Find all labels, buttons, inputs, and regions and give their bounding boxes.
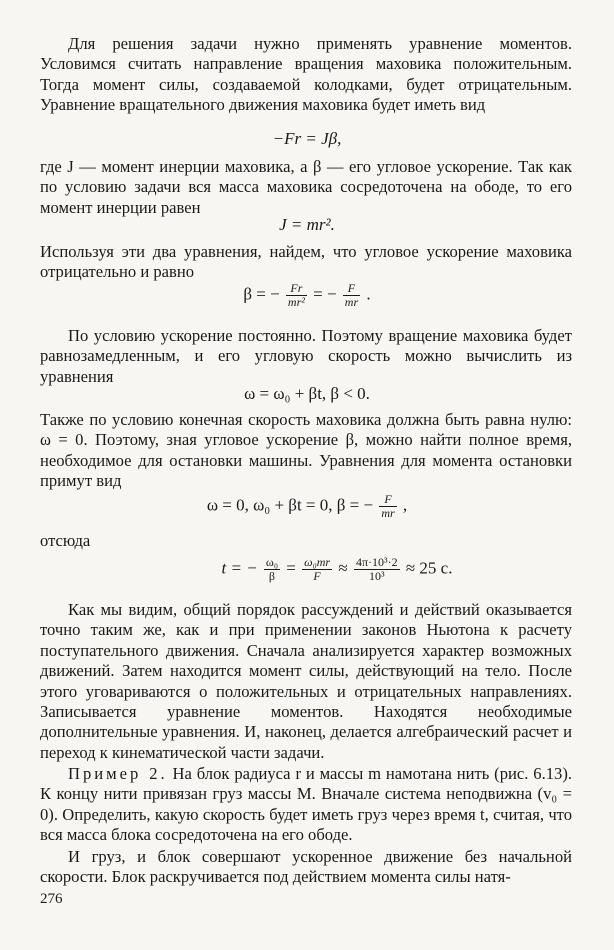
paragraph-uniform-deceleration: По условию ускорение постоянно. Поэтому вращение маховика будет равнозамедленным, и его угловую скорость можно вычислить из уравнения [40, 326, 572, 386]
eq3-lhs: β = − [243, 284, 280, 304]
equation-angular-velocity: ω = ω₀ + βt, β < 0. [244, 384, 370, 403]
eq6-fraction-2 [302, 556, 332, 583]
eq3-end: . [366, 284, 371, 304]
example-label: Пример 2. [68, 764, 168, 783]
equation-beta [0, 282, 614, 309]
paragraph-moment-of-inertia: где J — момент инерции маховика, а β — его угловое ускорение. Так как по условию задачи вся масса маховика сосредоточена на ободе, то его момент инерции равен [40, 157, 572, 217]
paragraph-moment-equation: Для решения задачи нужно применять уравнение моментов. Условимся считать направление вращения маховика положительным. Тогда момент силы, создаваемой колодками, будет отрицательным. Уравнение вращательного движения маховика будет иметь вид [40, 34, 572, 115]
paragraph-angular-acceleration: Используя эти два уравнения, найдем, что угловое ускорение маховика отрицательно и равно [40, 242, 572, 282]
eq3-fraction-1 [286, 282, 307, 309]
equation-stop-conditions [0, 493, 614, 520]
eq5-f-den: mr [381, 506, 395, 520]
eq5-f-num: F [379, 493, 396, 507]
eq6-fraction-1 [264, 556, 280, 583]
paragraph-solution-start: И груз, и блок совершают ускоренное движение без начальной скорости. Блок раскручивается под действием момента силы натя- [40, 847, 572, 887]
page-number: 276 [40, 891, 63, 907]
eq6-f2-den: F [313, 569, 321, 583]
eq6-f2-num: ω₀mr [304, 555, 331, 569]
eq6-f1-num: ω₀ [265, 555, 279, 569]
eq6-f3-den: 10³ [368, 569, 385, 583]
eq3-f1-den: mr² [287, 295, 305, 309]
eq6-approx: ≈ [338, 558, 348, 578]
eq6-eq: = [286, 558, 296, 578]
eq3-f2-num: F [343, 282, 360, 296]
eq6-result: ≈ 25 с. [405, 558, 453, 578]
eq6-fraction-3 [354, 556, 400, 583]
example-text: На блок радиуса r и массы m намотана нить (рис. 6.13). К концу нити привязан груз массы M. Вначале система неподвижна (v₀ = 0). Определить, какую скорость будет иметь груз через время t, считая, что вся масса блока сосредоточена на его ободе. [40, 764, 572, 845]
word-hence: отсюда [40, 531, 91, 550]
eq3-mid: = − [313, 284, 337, 304]
equation-rotational-motion: −Fr = Jβ, [272, 129, 342, 148]
eq3-f1-num: Fr [286, 282, 307, 296]
eq3-fraction-2 [343, 282, 360, 309]
paragraph-final-velocity: Также по условию конечная скорость маховика должна быть равна нулю: ω = 0. Поэтому, зная угловое ускорение β, можно найти полное время, необходимое для остановки машины. Уравнения для момента остановки примут вид [40, 410, 572, 491]
eq6-f3-num: 4π·10³·2 [355, 555, 398, 569]
eq5-part1: ω = 0, ω₀ + βt = 0, β = − [206, 495, 374, 515]
eq6-lhs: t = − [221, 558, 258, 578]
equation-inertia: J = mr². [279, 215, 335, 234]
paragraph-summary: Как мы видим, общий порядок рассуждений и действий оказывается точно таким же, как и при применении законов Ньютона к расчету поступательного движения. Сначала анализируется характер возможных движений. Затем находится момент силы, действующий на тело. После этого уговариваются о положительных и отрицательных направлениях. Записывается уравнение моментов. Находятся необходимые дополнительные уравнения. И, наконец, делается алгебраический расчет и переход к кинематической части задачи. [40, 600, 572, 762]
eq6-f1-den: β [268, 569, 276, 583]
eq5-end: , [402, 495, 408, 515]
eq5-fraction [379, 493, 396, 520]
paragraph-example-2 [40, 764, 572, 846]
equation-time-result [30, 556, 614, 583]
eq3-f2-den: mr [344, 295, 359, 309]
